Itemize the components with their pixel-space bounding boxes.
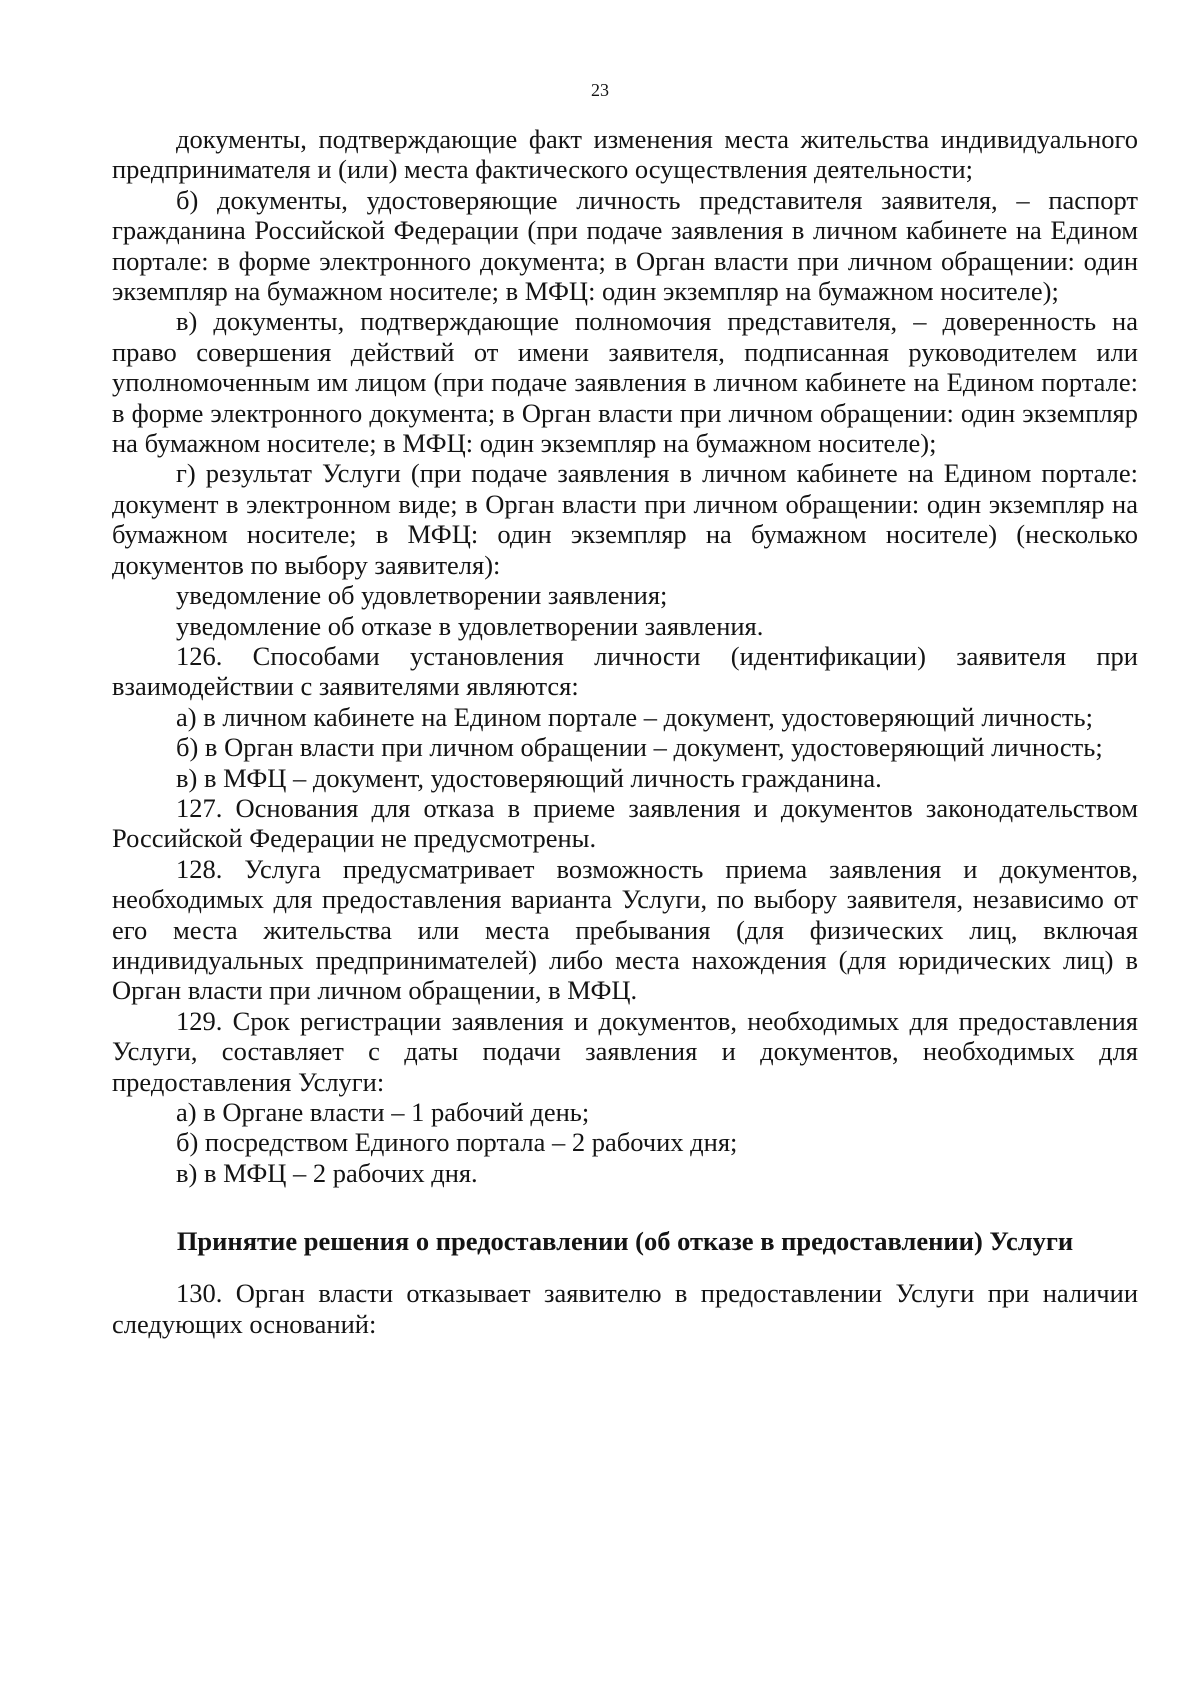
clause-127: 127. Основания для отказа в приеме заявления и документов законодательством Российской Федерации не предусмотрены. [112, 792, 1138, 854]
list-item: уведомление об отказе в удовлетворении заявления. [176, 610, 764, 641]
document-body [112, 124, 1138, 1339]
clause-128: 128. Услуга предусматривает возможность приема заявления и документов, необходимых для предоставления варианта Услуги, по выбору заявителя, независимо от его места жительства или места пребывания (для физических лиц, включая индивидуальных предпринимателей) либо места нахождения (для юридических лиц) в Орган власти при личном обращении, в МФЦ. [112, 853, 1138, 1006]
clause-130: 130. Орган власти отказывает заявителю в предоставлении Услуги при наличии следующих оснований: [112, 1278, 1138, 1339]
list-item: в) документы, подтверждающие полномочия представителя, – доверенность на право совершения действий от имени заявителя, подписанная руководителем или уполномоченным им лицом (при подаче заявления в личном кабинете на Едином портале: в форме электронного документа; в Орган власти при личном обращении: один экземпляр на бумажном носителе; в МФЦ: один экземпляр на бумажном носителе); [112, 306, 1138, 459]
page-number: 23 [591, 80, 609, 100]
list-item: б) документы, удостоверяющие личность представителя заявителя, – паспорт гражданина Российской Федерации (при подаче заявления в личном кабинете на Едином портале: в форме электронного документа; в Орган власти при личном обращении: один экземпляр на бумажном носителе; в МФЦ: один экземпляр на бумажном носителе); [112, 184, 1138, 307]
list-item: а) в Органе власти – 1 рабочий день; [176, 1097, 590, 1127]
list-item: уведомление об удовлетворении заявления; [176, 580, 668, 611]
list-item: б) в Орган власти при личном обращении – документ, удостоверяющий личность; [176, 732, 1103, 763]
list-item: а) в личном кабинете на Едином портале – документ, удостоверяющий личность; [176, 701, 1093, 732]
section-heading: Принятие решения о предоставлении (об отказе в предоставлении) Услуги [176, 1226, 1074, 1257]
list-item: г) результат Услуги (при подаче заявления в личном кабинете на Едином портале: документ в электронном виде; в Орган власти при личном обращении: один экземпляр на бумажном носителе; в МФЦ: один экземпляр на бумажном носителе) (несколько документов по выбору заявителя): [112, 458, 1138, 580]
list-item: в) в МФЦ – документ, удостоверяющий личность гражданина. [176, 762, 882, 793]
clause-129: 129. Срок регистрации заявления и документов, необходимых для предоставления Услуги, составляет с даты подачи заявления и документов, необходимых для предоставления Услуги: [112, 1005, 1138, 1097]
list-item: б) посредством Единого портала – 2 рабочих дня; [176, 1127, 738, 1158]
list-item: в) в МФЦ – 2 рабочих дня. [176, 1157, 478, 1188]
paragraph: документы, подтверждающие факт изменения места жительства индивидуального предпринимателя и (или) места фактического осуществления деятельности; [112, 124, 1138, 185]
clause-126: 126. Способами установления личности (идентификации) заявителя при взаимодействии с заявителями являются: [112, 640, 1138, 702]
